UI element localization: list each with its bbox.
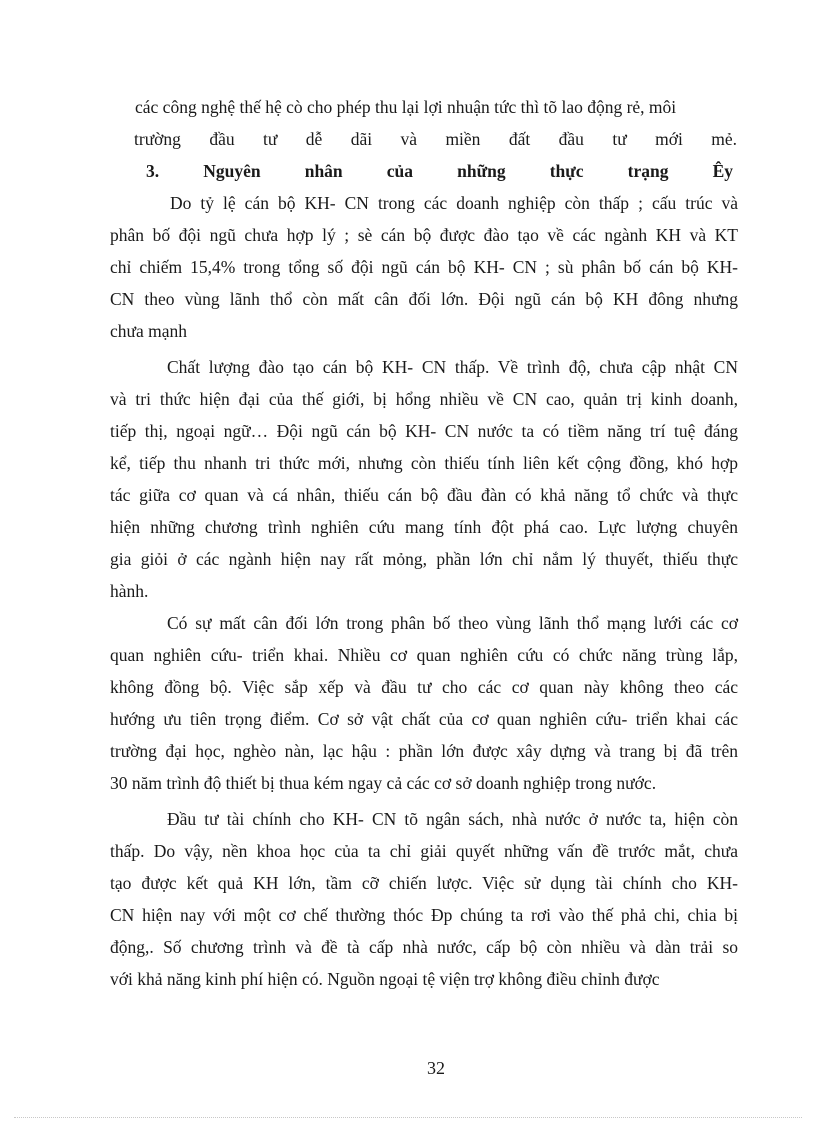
footer-divider — [14, 1117, 802, 1118]
text-line-4: Do tỷ lệ cán bộ KH- CN trong các doanh nghiệp còn thấp ; cấu trúc và — [170, 193, 738, 213]
text-line-26: CN hiện nay với một cơ chế thường thóc Ðp chúng ta rơi vào thế phả chi, chia bị — [110, 905, 738, 925]
text-line-21: trường đại học, nghèo nàn, lạc hậu : phần lớn được xây dựng và trang bị đã trên — [110, 741, 738, 761]
text-line-28: với khả năng kinh phí hiện có. Nguồn ngoại tệ viện trợ không điều chỉnh được — [110, 969, 660, 989]
text-line-11: tiếp thị, ngoại ngữ… Đội ngũ cán bộ KH- CN nước ta có tiềm năng trí tuệ đáng — [110, 421, 738, 441]
text-line-25: tạo được kết quả KH lớn, tầm cỡ chiến lược. Việc sử dụng tài chính cho KH- — [110, 873, 738, 893]
text-line-17: Có sự mất cân đối lớn trong phân bố theo vùng lãnh thổ mạng lưới các cơ — [167, 613, 738, 633]
text-line-13: tác giữa cơ quan và cá nhân, thiếu cán bộ đầu đàn có khả năng tổ chức và thực — [110, 485, 738, 505]
text-line-23: Đầu tư tài chính cho KH- CN tõ ngân sách, nhà nước ở nước ta, hiện còn — [167, 809, 738, 829]
page-number: 32 — [427, 1058, 445, 1078]
text-line-6: chỉ chiếm 15,4% trong tổng số đội ngũ cán bộ KH- CN ; sù phân bố cán bộ KH- — [110, 257, 738, 277]
text-line-2: trường đầu tư dễ dãi và miền đất đầu tư mới mẻ. — [134, 129, 737, 149]
text-line-14: hiện những chương trình nghiên cứu mang tính đột phá cao. Lực lượng chuyên — [110, 517, 738, 537]
text-line-5: phân bố đội ngũ chưa hợp lý ; sè cán bộ được đào tạo về các ngành KH và KT — [110, 225, 738, 245]
section-heading: 3. Nguyên nhân của những thực trạng Êy — [146, 161, 733, 181]
text-line-18: quan nghiên cứu- triển khai. Nhiều cơ quan nghiên cứu có chức năng trùng lắp, — [110, 645, 738, 665]
text-line-7: CN theo vùng lãnh thổ còn mất cân đối lớn. Đội ngũ cán bộ KH đông nhưng — [110, 289, 738, 309]
text-line-9: Chất lượng đào tạo cán bộ KH- CN thấp. Về trình độ, chưa cập nhật CN — [167, 357, 738, 377]
text-line-20: hướng ưu tiên trọng điểm. Cơ sở vật chất của cơ quan nghiên cứu- triển khai các — [110, 709, 738, 729]
text-line-16: hành. — [110, 581, 149, 601]
text-line-8: chưa mạnh — [110, 321, 188, 341]
text-line-1: các công nghệ thế hệ cò cho phép thu lại lợi nhuận tức thì tõ lao động rẻ, môi — [135, 97, 677, 117]
text-line-15: gia giỏi ở các ngành hiện nay rất mỏng, phần lớn chỉ nắm lý thuyết, thiếu thực — [110, 549, 738, 569]
text-line-10: và tri thức hiện đại của thế giới, bị hổng nhiều về CN cao, quản trị kinh doanh, — [110, 389, 738, 409]
text-line-24: thấp. Do vậy, nền khoa học của ta chỉ giải quyết những vấn đề trước mắt, chưa — [110, 841, 738, 861]
text-line-27: động,. Số chương trình và đề tà cấp nhà nước, cấp bộ còn nhiều và dàn trải so — [110, 937, 738, 957]
text-line-22: 30 năm trình độ thiết bị thua kém ngay cả các cơ sở doanh nghiệp trong nước. — [110, 773, 657, 793]
text-line-12: kể, tiếp thu nhanh tri thức mới, nhưng còn thiếu tính liên kết cộng đồng, khó hợp — [110, 453, 738, 473]
text-line-19: không đồng bộ. Việc sắp xếp và đầu tư cho các cơ quan này không theo các — [110, 677, 738, 697]
